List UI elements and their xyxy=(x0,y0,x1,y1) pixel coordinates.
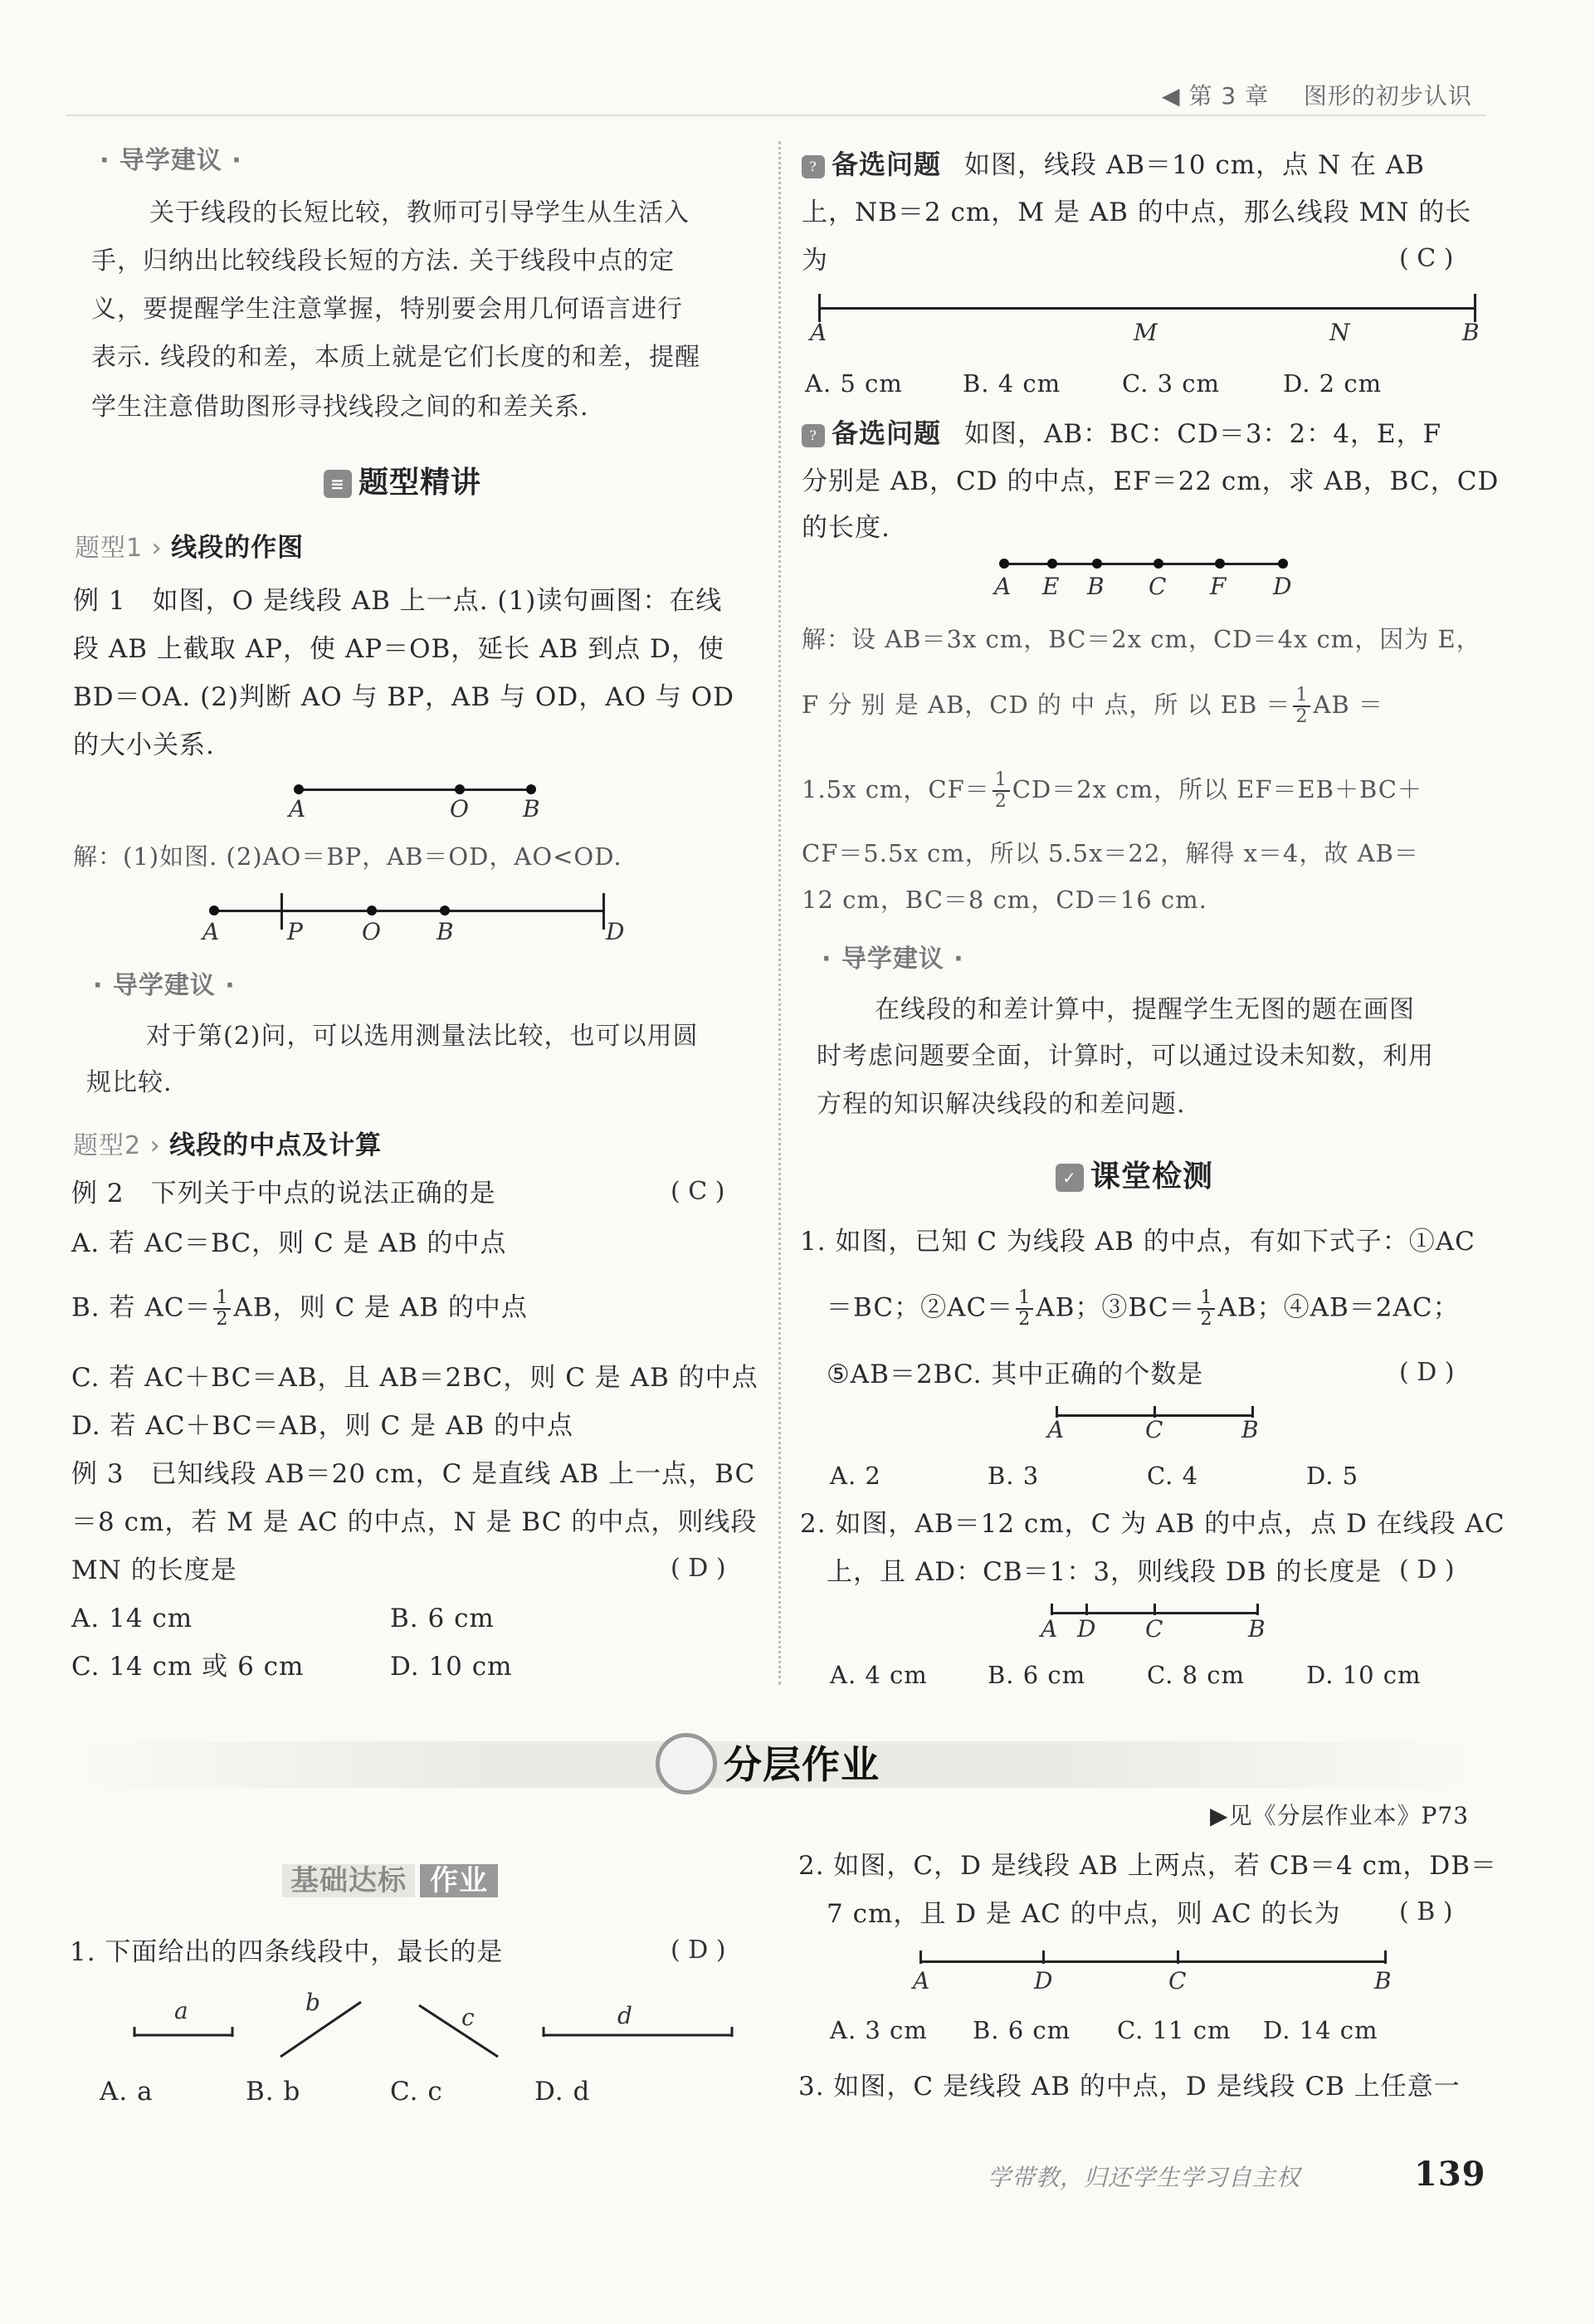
tip-line: 表示. 线段的和差，本质上就是它们长度的和差，提醒 xyxy=(91,343,701,372)
bx1-option: B. 4 cm xyxy=(963,369,1061,398)
tip-line: 规比较. xyxy=(86,1068,173,1097)
point-label: D xyxy=(1034,1967,1053,1994)
homework-title: 分层作业 xyxy=(724,1742,880,1787)
point-label: D xyxy=(1077,1615,1096,1643)
tip-line: 在线段的和差计算中，提醒学生无图的题在画图 xyxy=(875,995,1415,1024)
hw-q2-line: 2. 如图，C，D 是线段 AB 上两点，若 CB＝4 cm，DB＝ xyxy=(798,1851,1498,1881)
point-label: A xyxy=(289,795,306,823)
q2-line: 上，且 AD：CB＝1：3，则线段 DB 的长度是 xyxy=(827,1557,1383,1587)
tip-title: · 导学建议 · xyxy=(822,945,964,974)
ex2-option-b: B. 若 AC＝ $\frac{1}{2}$ AB，则 C 是 AB 的中点 xyxy=(71,1287,528,1330)
hw-q2-answer: ( B ) xyxy=(1399,1897,1453,1926)
point-label: B xyxy=(1462,319,1480,346)
tip-line: 手，归纳出比较线段长短的方法. 关于线段中点的定 xyxy=(91,247,676,276)
basic-level-badge xyxy=(282,1861,498,1901)
q1-answer: ( D ) xyxy=(1399,1358,1455,1387)
ex1-line: BD＝OA. (2)判断 AO 与 BP，AB 与 OD，AO 与 OD xyxy=(73,682,734,712)
bx1-option: D. 2 cm xyxy=(1283,369,1383,398)
segment-d xyxy=(544,2027,732,2037)
fraction: $\frac{1}{2}$ xyxy=(993,770,1010,812)
q2-option: D. 10 cm xyxy=(1306,1661,1422,1689)
segment-label: b xyxy=(305,1989,320,2016)
point-label: A xyxy=(1047,1416,1065,1443)
column-divider xyxy=(778,141,783,1685)
bx2-line: 的长度. xyxy=(802,513,890,543)
hw-q1-stem: 1. 下面给出的四条线段中，最长的是 xyxy=(70,1937,504,1967)
point-label: B xyxy=(1248,1615,1266,1643)
section-title-explain: ≡ 题型精讲 xyxy=(324,466,481,500)
q1-line: ＝BC；②AC＝ $\frac{1}{2}$ AB；③BC＝ $\frac{1}{2}$ AB；④AB＝2AC； xyxy=(827,1287,1460,1330)
hw-q2-option: D. 14 cm xyxy=(1263,2016,1378,2044)
tip-title: · 导学建议 · xyxy=(93,971,236,1000)
bx1-line: ? 备选问题 如图，线段 AB＝10 cm，点 N 在 AB xyxy=(802,148,1425,182)
bx2-line: ? 备选问题 如图，AB：BC：CD＝3：2：4，E，F xyxy=(802,417,1441,451)
point-label: D xyxy=(606,918,625,945)
bx2-solution: 解：设 AB＝3x cm，BC＝2x cm，CD＝4x cm，因为 E， xyxy=(802,625,1481,653)
question-icon: ? xyxy=(802,155,825,178)
fraction: $\frac{1}{2}$ xyxy=(1293,686,1310,727)
ex1-line: 的大小关系. xyxy=(73,730,215,760)
bx1-option: C. 3 cm xyxy=(1122,369,1221,398)
ex3-line: 例 3 已知线段 AB＝20 cm，C 是直线 AB 上一点，BC xyxy=(71,1459,756,1489)
hw-q3-line: 3. 如图，C 是线段 AB 的中点，D 是线段 CB 上任意一 xyxy=(798,2072,1461,2102)
homework-reference: ▶见《分层作业本》P73 xyxy=(1210,1802,1470,1829)
point-label: C xyxy=(1145,1416,1163,1443)
ex2-option-d: D. 若 AC＋BC＝AB，则 C 是 AB 的中点 xyxy=(71,1411,573,1441)
ex1-line: 例 1 如图，O 是线段 AB 上一点. (1)读句画图：在线 xyxy=(73,586,723,616)
q2-answer: ( D ) xyxy=(1399,1555,1455,1584)
segment-label: d xyxy=(617,2002,632,2029)
bx1-line: 为 xyxy=(802,246,828,276)
point-label: C xyxy=(1149,573,1167,600)
point-label: F xyxy=(1210,573,1227,600)
hw-q1-option: C. c xyxy=(390,2077,443,2107)
q2-option: B. 6 cm xyxy=(988,1661,1086,1689)
q1-line: ⑤AB＝2BC. 其中正确的个数是 xyxy=(827,1360,1204,1389)
point-label: A xyxy=(202,918,220,945)
type2-header: 题型2 › 线段的中点及计算 xyxy=(73,1130,383,1160)
point-label: O xyxy=(362,918,381,945)
point-label: M xyxy=(1134,319,1158,346)
page-number: 139 xyxy=(1414,2155,1486,2194)
hw-q2-option: B. 6 cm xyxy=(973,2016,1071,2044)
q2-option: C. 8 cm xyxy=(1147,1661,1246,1689)
segment-label: c xyxy=(461,2004,475,2031)
section-title-check: ✓ 课堂检测 xyxy=(1056,1160,1213,1194)
hw-q2-line: 7 cm，且 D 是 AC 的中点，则 AC 的长为 xyxy=(827,1899,1341,1929)
point-label: A xyxy=(1041,1615,1058,1643)
question-icon: ? xyxy=(802,424,825,447)
fraction: $\frac{1}{2}$ xyxy=(1197,1288,1215,1330)
fraction: $\frac{1}{2}$ xyxy=(213,1288,231,1330)
tip-line: 对于第(2)问，可以选用测量法比较，也可以用圆 xyxy=(146,1022,699,1051)
ex3-option: B. 6 cm xyxy=(390,1604,495,1633)
point-label: B xyxy=(1374,1967,1392,1994)
hw-q2-option: C. 11 cm xyxy=(1117,2016,1232,2044)
q1-option: B. 3 xyxy=(988,1462,1040,1490)
fraction: $\frac{1}{2}$ xyxy=(1016,1288,1033,1330)
q2-line: 2. 如图，AB＝12 cm，C 为 AB 的中点，点 D 在线段 AC xyxy=(800,1509,1505,1539)
segment-a xyxy=(134,2027,232,2037)
segment-b xyxy=(280,2002,361,2057)
segment-c xyxy=(419,2005,498,2057)
type1-header: 题型1 › 线段的作图 xyxy=(75,533,305,563)
hw-q2-option: A. 3 cm xyxy=(830,2016,928,2044)
ex2-option-c: C. 若 AC＋BC＝AB，且 AB＝2BC，则 C 是 AB 的中点 xyxy=(71,1363,758,1393)
homework-icon xyxy=(656,1733,717,1794)
ex2-answer: ( C ) xyxy=(671,1177,725,1206)
ex3-option: A. 14 cm xyxy=(71,1604,193,1633)
footer-slogan: 学带教，归还学生学习自主权 xyxy=(988,2164,1301,2191)
homework-tag: 作业 xyxy=(420,1864,498,1897)
tip-line: 学生注意借助图形寻找线段之间的和差关系. xyxy=(91,393,589,422)
header-rule xyxy=(66,115,1485,116)
chapter-header xyxy=(1162,80,1472,113)
bx1-tag: 备选问题 xyxy=(832,149,942,180)
back-arrow-icon: ◀ xyxy=(1162,82,1181,110)
point-label: C xyxy=(1168,1967,1187,1994)
ex3-option: D. 10 cm xyxy=(390,1652,513,1682)
point-label: A xyxy=(913,1967,930,1994)
chapter-number: 第 3 章 xyxy=(1188,82,1270,110)
point-label: A xyxy=(810,319,827,346)
bx1-option: A. 5 cm xyxy=(805,369,903,398)
ex1-line: 段 AB 上截取 AP，使 AP＝OB，延长 AB 到点 D，使 xyxy=(73,634,724,664)
point-label: B xyxy=(1087,573,1105,600)
bx2-line: 分别是 AB，CD 的中点，EF＝22 cm，求 AB，BC，CD xyxy=(802,466,1500,496)
section-icon: ≡ xyxy=(324,470,352,498)
bx2-solution: F 分 别 是 AB，CD 的 中 点，所 以 EB ＝ $\frac{1}{2}$ AB ＝ xyxy=(802,685,1383,727)
hw-q1-option: D. d xyxy=(534,2077,591,2107)
tip-title: · 导学建议 · xyxy=(100,146,242,175)
q1-option: D. 5 xyxy=(1306,1462,1359,1490)
section-icon: ✓ xyxy=(1056,1164,1084,1192)
tip-line: 关于线段的长短比较，教师可引导学生从生活入 xyxy=(149,198,690,227)
bx2-solution: 1.5x cm，CF＝ $\frac{1}{2}$ CD＝2x cm，所以 EF＝EB＋BC＋ xyxy=(802,769,1422,812)
bx2-solution: 12 cm，BC＝8 cm，CD＝16 cm. xyxy=(802,886,1207,914)
q2-option: A. 4 cm xyxy=(830,1661,928,1689)
q1-line: 1. 如图，已知 C 为线段 AB 的中点，有如下式子：①AC xyxy=(800,1227,1475,1257)
ex3-line: MN 的长度是 xyxy=(71,1555,237,1585)
bx1-answer: ( C ) xyxy=(1399,244,1454,273)
ex2-stem: 例 2 下列关于中点的说法正确的是 xyxy=(71,1179,496,1208)
point-label: C xyxy=(1145,1615,1163,1643)
ex2-option-a: A. 若 AC＝BC，则 C 是 AB 的中点 xyxy=(71,1228,507,1258)
point-label: N xyxy=(1329,319,1350,346)
ex3-option: C. 14 cm 或 6 cm xyxy=(71,1652,305,1682)
point-label: B xyxy=(437,918,454,945)
tip-line: 时考虑问题要全面，计算时，可以通过设未知数，利用 xyxy=(817,1042,1434,1071)
hw-q1-answer: ( D ) xyxy=(671,1936,726,1965)
bx1-line: 上，NB＝2 cm，M 是 AB 的中点，那么线段 MN 的长 xyxy=(802,198,1472,227)
q1-option: A. 2 xyxy=(830,1462,881,1490)
point-label: B xyxy=(523,795,540,823)
point-label: P xyxy=(287,918,303,945)
q1-option: C. 4 xyxy=(1147,1462,1199,1490)
hw-q1-option: B. b xyxy=(246,2077,301,2107)
ex3-line: ＝8 cm，若 M 是 AC 的中点，N 是 BC 的中点，则线段 xyxy=(71,1507,758,1537)
point-label: B xyxy=(1241,1416,1259,1443)
point-label: D xyxy=(1273,573,1292,600)
point-label: E xyxy=(1042,573,1060,600)
bx2-solution: CF＝5.5x cm，所以 5.5x＝22，解得 x＝4，故 AB＝ xyxy=(802,839,1419,867)
bx2-tag: 备选问题 xyxy=(832,417,942,449)
tip-line: 方程的知识解决线段的和差问题. xyxy=(817,1090,1186,1119)
ex1-solution: 解：(1)如图. (2)AO＝BP，AB＝OD，AO<OD. xyxy=(73,842,622,871)
ex3-answer: ( D ) xyxy=(671,1554,726,1583)
point-label: O xyxy=(450,795,469,823)
point-label: A xyxy=(994,573,1012,600)
chapter-title: 图形的初步认识 xyxy=(1303,82,1472,110)
hw-q1-option: A. a xyxy=(100,2077,154,2107)
tip-line: 义，要提醒学生注意掌握，特别要会用几何语言进行 xyxy=(91,295,683,324)
basic-level-label: 基础达标 xyxy=(282,1864,415,1897)
segment-label: a xyxy=(174,1997,188,2024)
